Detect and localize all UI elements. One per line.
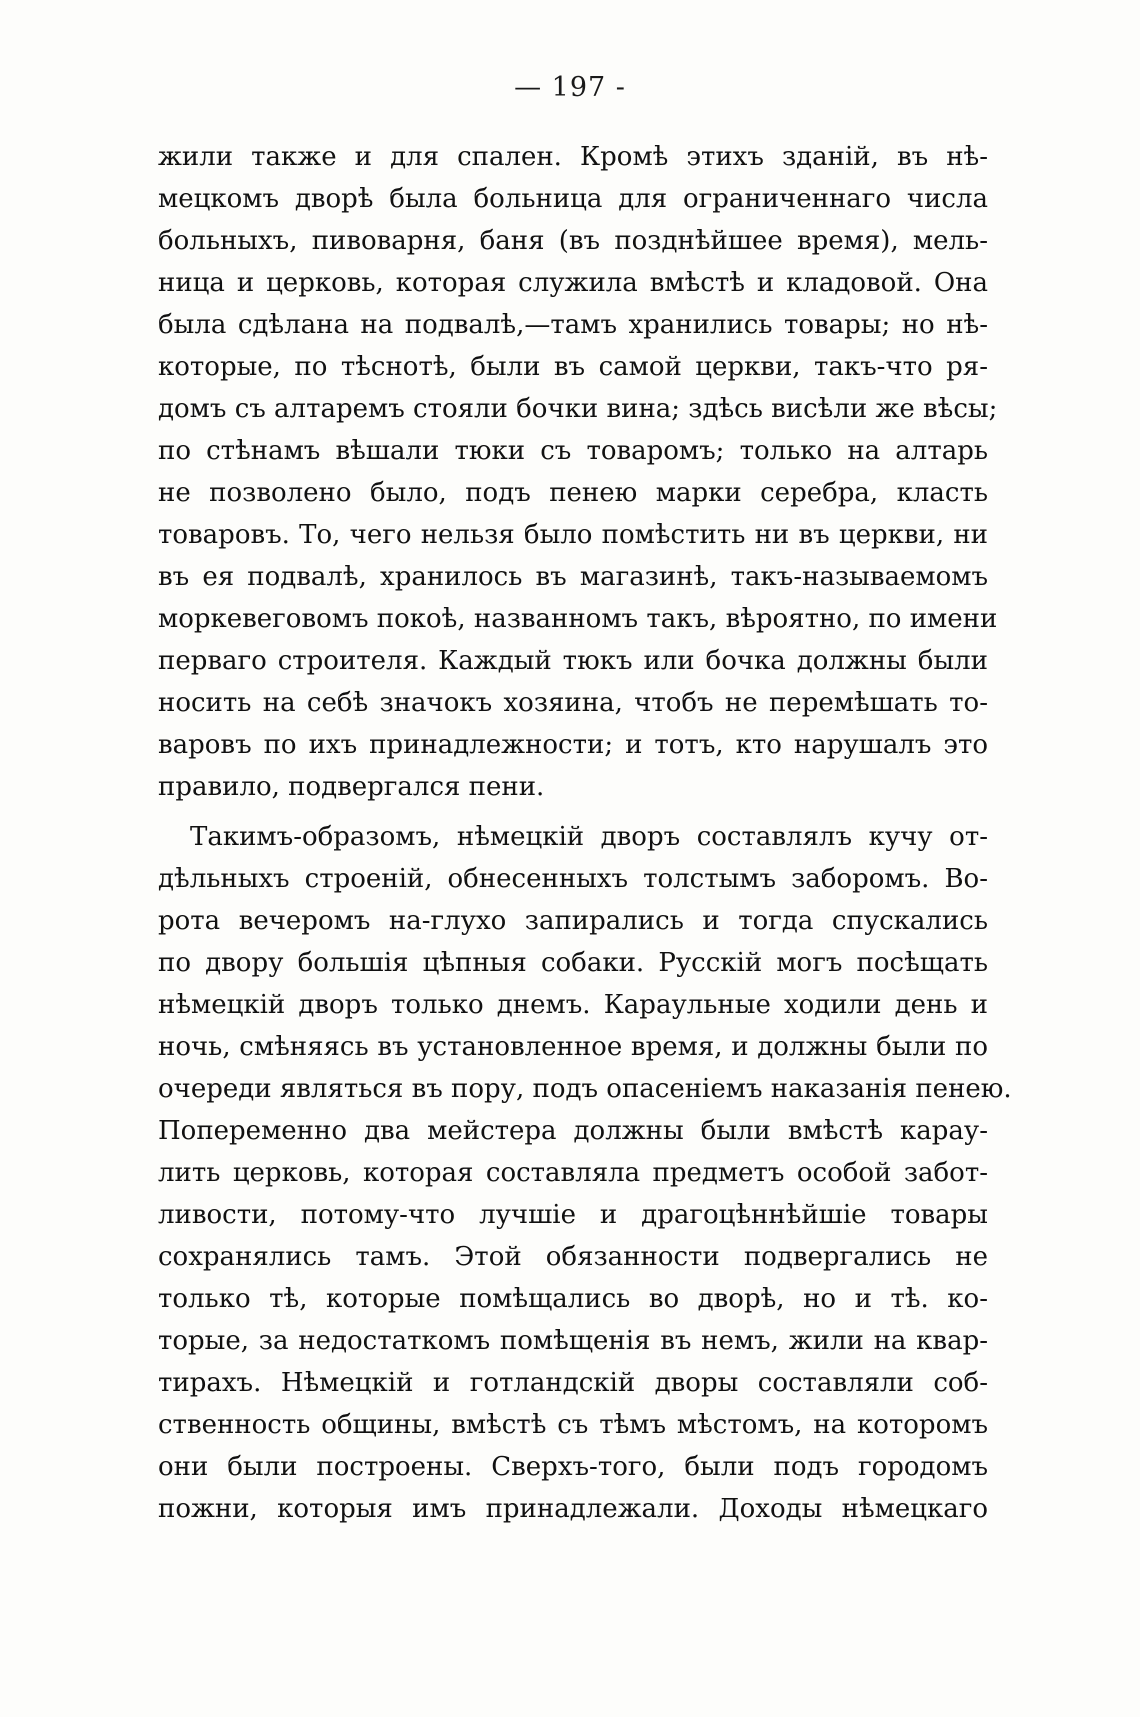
text-line: правило, подвергался пени. <box>158 772 545 802</box>
text-line: ница и церковь, которая служила вмѣстѣ и кладовой. Она <box>158 268 988 298</box>
text-line: жили также и для спален. Кромѣ этихъ зданій, въ нѣ- <box>158 142 988 172</box>
text-line: только тѣ, которые помѣщались во дворѣ, но и тѣ. ко- <box>158 1284 988 1314</box>
text-line: тирахъ. Нѣмецкій и готландскій дворы составляли соб- <box>158 1368 988 1398</box>
text-line: сохранялись тамъ. Этой обязанности подвергались не <box>158 1242 988 1272</box>
text-line: по стѣнамъ вѣшали тюки съ товаромъ; только на алтарь <box>158 436 988 466</box>
text-line: ственность общины, вмѣстѣ съ тѣмъ мѣстомъ, на которомъ <box>158 1410 988 1440</box>
text-line: дѣльныхъ строеній, обнесенныхъ толстымъ заборомъ. Во- <box>158 864 988 894</box>
paragraph <box>158 136 998 808</box>
text-line: очереди являться въ пору, подъ опасеніемъ наказанія пенею. <box>158 1074 1012 1104</box>
text-line: которые, по тѣснотѣ, были въ самой церкви, такъ-что ря- <box>158 352 988 382</box>
text-line: Попеременно два мейстера должны были вмѣстѣ карау- <box>158 1116 988 1146</box>
paragraph <box>158 816 1012 1530</box>
text-line: домъ съ алтаремъ стояли бочки вина; здѣсь висѣли же вѣсы; <box>158 394 998 424</box>
text-line: ливости, потому-что лучшіе и драгоцѣннѣйшіе товары <box>158 1200 988 1230</box>
page-number: — 197 - <box>514 72 626 103</box>
text-line: не позволено было, подъ пенею марки серебра, класть <box>158 478 988 508</box>
text-line: по двору большія цѣпныя собаки. Русскій могъ посѣщать <box>158 948 988 978</box>
text-line: пожни, которыя имъ принадлежали. Доходы нѣмецкаго <box>158 1494 988 1524</box>
text-line: товаровъ. То, чего нельзя было помѣстить ни въ церкви, ни <box>158 520 988 550</box>
text-line: лить церковь, которая составляла предметъ особой забот- <box>158 1158 988 1188</box>
text-line: мецкомъ дворѣ была больница для ограниченнаго числа <box>158 184 988 214</box>
text-line: моркевеговомъ покоѣ, названномъ такъ, вѣроятно, по имени <box>158 604 998 634</box>
paragraph-gap <box>158 808 988 816</box>
text-line: Такимъ-образомъ, нѣмецкій дворъ составлялъ кучу от- <box>190 822 988 852</box>
text-line: нѣмецкій дворъ только днемъ. Караульные ходили день и <box>158 990 988 1020</box>
text-line: была сдѣлана на подвалѣ,—тамъ хранились товары; но нѣ- <box>158 310 988 340</box>
text-line: рота вечеромъ на-глухо запирались и тогда спускались <box>158 906 988 936</box>
text-line: перваго строителя. Каждый тюкъ или бочка должны были <box>158 646 988 676</box>
text-line: въ ея подвалѣ, хранилось въ магазинѣ, такъ-называемомъ <box>158 562 988 592</box>
text-line: варовъ по ихъ принадлежности; и тотъ, кто нарушалъ это <box>158 730 988 760</box>
body-text <box>158 136 1012 1530</box>
text-line: больныхъ, пивоварня, баня (въ позднѣйшее время), мель- <box>158 226 988 256</box>
text-line: они были построены. Сверхъ-того, были подъ городомъ <box>158 1452 988 1482</box>
text-line: торые, за недостаткомъ помѣщенія въ немъ, жили на квар- <box>158 1326 988 1356</box>
text-line: ночь, смѣняясь въ установленное время, и должны были по <box>158 1032 988 1062</box>
text-line: носить на себѣ значокъ хозяина, чтобъ не перемѣшать то- <box>158 688 988 718</box>
